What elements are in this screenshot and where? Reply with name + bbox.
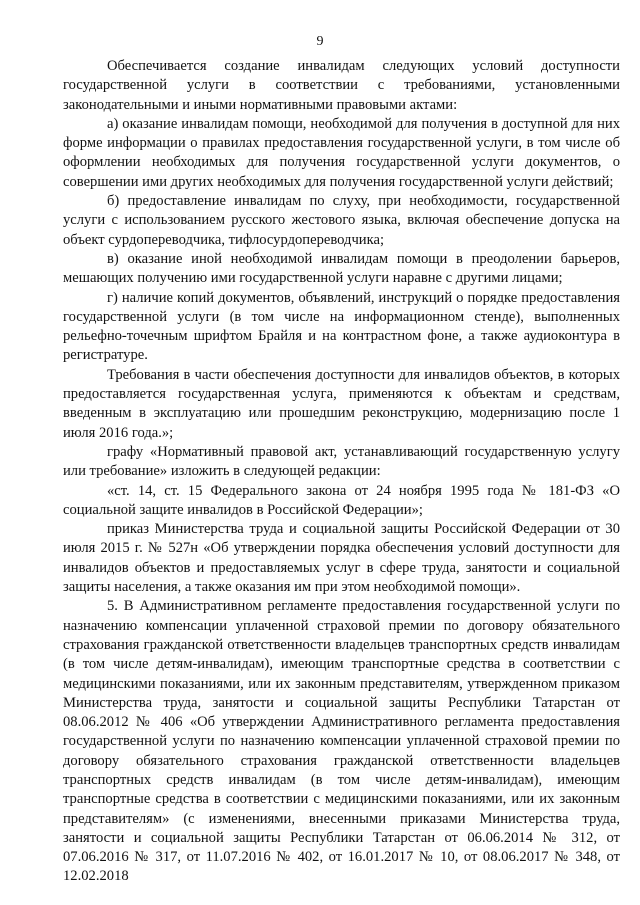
paragraph-federal-law: «ст. 14, ст. 15 Федерального закона от 24 ноября 1995 года № 181-ФЗ «О социальной защите инвалидов в Российской Федерации»; (63, 482, 620, 518)
paragraph-column-edit: графу «Нормативный правовой акт, устанавливающий государственную услугу или требование» изложить в следующей редакции: (63, 443, 620, 480)
paragraph-intro: Обеспечивается создание инвалидам следующих условий доступности государственной услуги в соответствии с требованиями, установленными законодательными и иными нормативными правовыми актами: (63, 58, 620, 113)
paragraph-requirements: Требования в части обеспечения доступности для инвалидов объектов, в которых предоставляется государственная услуга, применяются к объектам и средствам, введенным в эксплуатацию или прошедшим реконструкцию, модернизацию после 1 июля 2016 года.»; (63, 366, 620, 441)
paragraph-item-v: в) оказание иной необходимой инвалидам помощи в преодолении барьеров, мешающих получению ими государственной услуги наравне с другими лицами; (63, 250, 620, 287)
paragraph-ministry-order: приказ Министерства труда и социальной защиты Российской Федерации от 30 июля 2015 г. № 527н «Об утверждении порядка обеспечения условий доступности для инвалидов объектов и предоставляемых услуг в сфере труда, занятости и социальной защиты населения, а также оказания им при этом необходимой помощи». (63, 521, 620, 596)
paragraph-item-g: г) наличие копий документов, объявлений, инструкций о порядке предоставления государственной услуги (в том числе на информационном стенде), выполненных рельефно-точечным шрифтом Брайля и на контрастном фоне, а также аудиоконтура в регистратуре. (63, 289, 620, 364)
paragraph-section-5: 5. В Административном регламенте предоставления государственной услуги по назначению компенсации уплаченной страховой премии по договору обязательного страхования гражданской ответственности владельцев транспортных средств инвалидам (в том числе детям-инвалидам), имеющим транспортные средства в соответствии с медицинскими показаниями, или их законным представителям, утвержденном приказом Министерства труда, занятости и социальной защиты Республики Татарстан от 08.06.2012 № 406 «Об утверждении Административного регламента предоставления государственной услуги по назначению компенсации уплаченной страховой премии по договору обязательного страхования гражданской ответственности владельцев транспортных средств инвалидам (в том числе детям-инвалидам), имеющим транспортные средства в соответствии с медицинскими показаниями, или их законным представителям» (с изменениями, внесенными приказами Министерства труда, занятости и социальной защиты Республики Татарстан от 06.06.2014 № 312, от 07.06.2016 № 317, от 11.07.2016 № 402, от 16.01.2017 № 10, от 08.06.2017 № 348, от 12.02.2018 (63, 598, 620, 885)
document-body (63, 57, 620, 887)
paragraph-item-b: б) предоставление инвалидам по слуху, при необходимости, государственной услуги с использованием русского жестового языка, включая обеспечение допуска на объект сурдопереводчика, тифлосурдопереводчика; (63, 193, 620, 248)
page-number: 9 (316, 34, 324, 49)
paragraph-item-a: а) оказание инвалидам помощи, необходимой для получения в доступной для них форме информации о правилах предоставления государственной услуги, в том числе об оформлении необходимых для получения государственной услуги документов, о совершении ими других необходимых для получения государственной услуги действий; (63, 115, 620, 190)
